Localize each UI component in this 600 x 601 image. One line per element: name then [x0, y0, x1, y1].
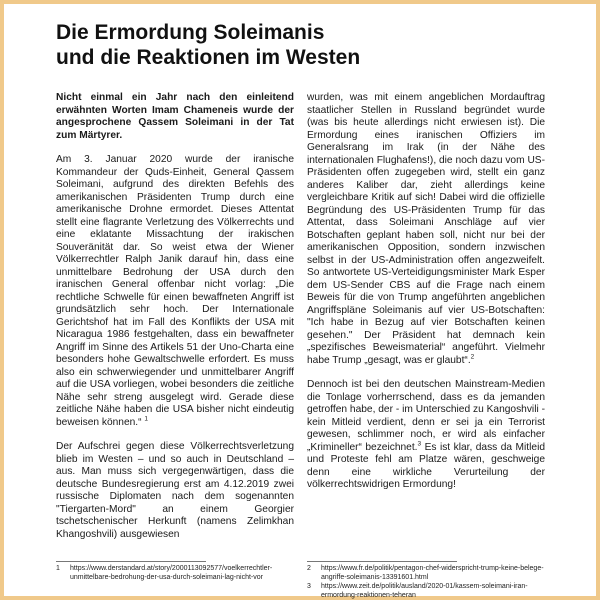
footnote-number: 3 — [307, 583, 311, 590]
article-title — [56, 20, 536, 70]
body-paragraph-2: Der Aufschrei gegen diese Völkerrechtsverletzung blieb im Westen – und so auch in Deutschland – aus. Man muss sich vergegenwärtigen, dass die deutsche Bundesregierung erst am 4.12.2019 zwei russische Diplomaten nach dem sogenannten "Tiergarten-Mord" an einem Georgier tschetschenischer Herkunft (namens Zelimkhan Khangoshvili) ausgewiesen — [56, 441, 294, 540]
paragraph-text-tail: Es ist klar, dass da Mitleid und Proteste fehl am Platze wären, geschweige denn eine wirkliche Verurteilung der völkerrechtswidrigen Ermordung! — [307, 441, 545, 490]
footnote-ref-2: 2 — [470, 353, 475, 361]
body-paragraph-3 — [307, 92, 545, 367]
footnote-divider-right — [307, 561, 457, 562]
paragraph-text: Am 3. Januar 2020 wurde der iranische Kommandeur der Quds-Einheit, General Qassem Soleimani, aufgrund des direkten Befehls des amerikanischen Präsidenten Trump durch eine amerikanische Drohne ermordet. Dieses Attentat stellt eine flagrante Verletzung des Völkerrechts und eine eklatante Missachtung der irakischen Souveränität dar. So weist etwa der Wiener Völkerrechtler Ralph Janik darauf hin, dass eine unmittelbare Bedrohung der USA durch den iranischen General offenbar nicht vorlag: „Die rechtliche Schwelle für einen bewaffneten Angriff ist grundsätzlich sehr hoch. Der Internationale Gerichtshof hat im Fall des Konflikts der USA mit Nicaragua 1986 festgehalten, dass ein bewaffneter Angriff im Sinne des Artikels 51 der Uno-Charta eine besonders hohe Gewaltschwelle erfordert. Es muss also ein schwerwiegender und unmittelbarer Angriff auf die USA vorliegen, wobei besonders die zeitliche Nähe sehr streng ausgelegt wird. Gerade diese zeitliche Nähe haben die USA bisher nicht eindeutig beweisen können.“ — [56, 154, 294, 428]
left-column — [56, 92, 294, 553]
footnote-number: 1 — [56, 565, 60, 572]
footnote-number: 2 — [307, 565, 311, 572]
paragraph-text: Dennoch ist bei den deutschen Mainstream-Medien die Tonlage vorherrschend, dass es da jemanden getroffen habe, der - im Unterschied zu Kangoshvili - kein Mitleid verdient, denn er sei ja ein Terrorist gewesen, schlimmer noch, er wird als einfacher „Krimineller“ bezeichnet. — [307, 379, 545, 453]
footnote-ref-1: 1 — [144, 415, 148, 423]
paragraph-text: wurden, was mit einem angeblichen Mordauftrag staatlicher Stellen in Russland begründet wurde (was bis heute allerdings nicht erwiesen ist). Die Ermordung eines iranischen Offiziers im Generalsrang im Irak (in der Nähe des internationalen Flughafens!), die noch dazu vom US-Präsidenten offen zugegeben wird, stellt ein ganz anderes Kaliber dar, zieht allerdings keine vergleichbare Kritik auf sich! Dabei wird die offizielle Begründung des US-Präsidenten Trump für das Attentat, dass Soleimani Anschläge auf vier Botschaften geplant haben soll, nicht nur bei der amerikanischen Opposition, sondern inzwischen selbst in der US-Administration offen angezweifelt. So antwortete US-Verteidigungsminister Mark Esper dem US-Sender CBS auf die Frage nach einem Beweis für die von Trump angeführten angeblichen Angriffspläne Soleimanis auf vier US-Botschaften: "Ich habe in Bezug auf vier Botschaften keinen gesehen." Der Präsident hat demnach kein „spezifisches Beweismaterial“ angeführt. Vielmehr habe Trump „gesagt, was er glaubt“. — [307, 92, 545, 366]
footnotes-left — [56, 565, 296, 583]
footnote — [56, 565, 296, 582]
title-line-1: Die Ermordung Soleimanis — [56, 21, 325, 44]
footnote-link[interactable]: https://www.fr.de/politik/pentagon-chef-widerspricht-trump-keine-belege-angriffe-soleimanis-13391601.html — [321, 565, 544, 581]
title-line-2: und die Reaktionen im Westen — [56, 46, 361, 69]
right-column — [307, 92, 545, 504]
footnote-link[interactable]: https://www.derstandard.at/story/2000113092577/voelkerrechtler-unmittelbare-bedrohung-der-usa-durch-soleimani-lag-nicht-vor — [70, 565, 273, 581]
footnote-ref-3: 3 — [417, 440, 422, 448]
body-paragraph-1 — [56, 154, 294, 429]
lead-paragraph: Nicht einmal ein Jahr nach den einleitend erwähnten Worten Imam Chameneis wurde der angesprochene Qassem Soleimani in der Tat zum Märtyrer. — [56, 92, 294, 141]
footnote-link[interactable]: https://www.zeit.de/politik/ausland/2020-01/kassem-soleimani-iran-ermordung-reaktionen-teheran — [321, 583, 528, 599]
footnote — [307, 565, 547, 582]
footnote-divider-left — [56, 561, 206, 562]
body-paragraph-4 — [307, 379, 545, 492]
footnote — [307, 583, 547, 600]
footnotes-right — [307, 565, 547, 601]
